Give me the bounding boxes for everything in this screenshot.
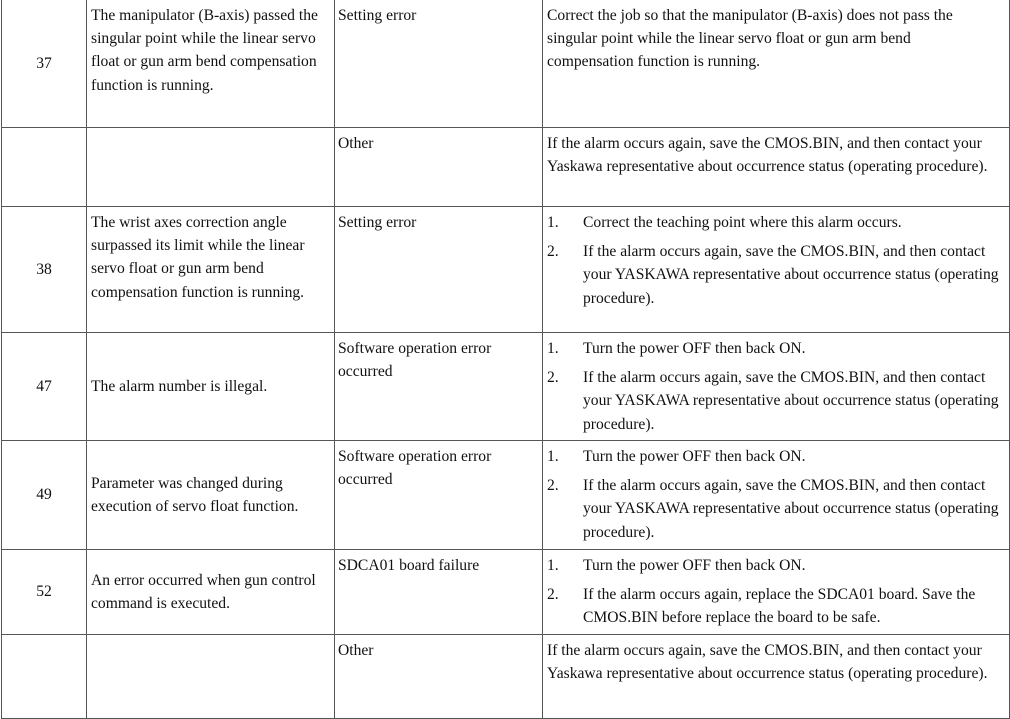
alarm-cause: Setting error [335, 0, 543, 128]
alarm-number: 47 [2, 333, 87, 441]
alarm-cause: Other [335, 128, 543, 207]
alarm-remedy [543, 634, 1010, 718]
alarm-meaning [87, 634, 335, 718]
alarm-number: 52 [2, 550, 87, 635]
step-text: Turn the power OFF then back ON. [583, 448, 806, 465]
alarm-remedy [543, 441, 1010, 550]
remedy-steps [547, 337, 1001, 436]
step-text: If the alarm occurs again, replace the SDCA01 board. Save the CMOS.BIN before replace the board to be safe. [583, 586, 976, 627]
remedy-text: If the alarm occurs again, save the CMOS.BIN, and then contact your Yaskawa representative about occurrence status (operating procedure). [547, 135, 988, 176]
remedy-step [547, 583, 1001, 629]
remedy-steps [547, 445, 1001, 544]
remedy-step [547, 211, 1001, 234]
step-number: 2. [547, 477, 559, 495]
alarm-remedy [543, 128, 1010, 207]
step-number: 2. [547, 369, 559, 387]
remedy-steps [547, 211, 1001, 310]
alarm-meaning: The wrist axes correction angle surpassed its limit while the linear servo float or gun arm bend compensation function is running. [87, 207, 335, 333]
table-row [2, 550, 1010, 635]
table-row [2, 207, 1010, 333]
remedy-text: If the alarm occurs again, save the CMOS.BIN, and then contact your Yaskawa representative about occurrence status (operating procedure). [547, 641, 988, 682]
step-text: If the alarm occurs again, save the CMOS.BIN, and then contact your YASKAWA representative about occurrence status (operating procedure). [583, 477, 999, 541]
table-row [2, 333, 1010, 441]
step-number: 1. [547, 214, 559, 231]
remedy-text: Correct the job so that the manipulator (B-axis) does not pass the singular point while the linear servo float or gun arm bend compensation function is running. [547, 7, 953, 71]
remedy-step [547, 366, 1001, 436]
step-number: 1. [547, 557, 559, 574]
step-number: 2. [547, 243, 559, 261]
step-text: Correct the teaching point where this alarm occurs. [583, 214, 902, 231]
alarm-number: 38 [2, 207, 87, 333]
alarm-remedy [543, 550, 1010, 635]
alarm-cause: SDCA01 board failure [335, 550, 543, 635]
alarm-number [2, 634, 87, 718]
alarm-cause: Software operation error occurred [335, 333, 543, 441]
alarm-number: 37 [2, 0, 87, 128]
alarm-number: 49 [2, 441, 87, 550]
step-number: 1. [547, 448, 559, 465]
alarm-cause: Software operation error occurred [335, 441, 543, 550]
alarm-remedy [543, 0, 1010, 128]
step-number: 1. [547, 340, 559, 357]
table-row [2, 0, 1010, 128]
alarm-number [2, 128, 87, 207]
remedy-steps [547, 554, 1001, 630]
alarm-meaning: The alarm number is illegal. [87, 333, 335, 441]
alarm-cause: Setting error [335, 207, 543, 333]
alarm-remedy-table [1, 0, 1010, 719]
table-row [2, 634, 1010, 718]
alarm-meaning: An error occurred when gun control command is executed. [87, 550, 335, 635]
alarm-cause: Other [335, 634, 543, 718]
remedy-step [547, 240, 1001, 310]
remedy-step [547, 474, 1001, 544]
remedy-step [547, 337, 1001, 360]
step-text: If the alarm occurs again, save the CMOS.BIN, and then contact your YASKAWA representative about occurrence status (operating procedure). [583, 243, 999, 307]
step-text: Turn the power OFF then back ON. [583, 557, 806, 574]
step-number: 2. [547, 586, 559, 604]
table-row [2, 128, 1010, 207]
table-row [2, 441, 1010, 550]
alarm-remedy [543, 207, 1010, 333]
alarm-meaning: Parameter was changed during execution of servo float function. [87, 441, 335, 550]
remedy-step [547, 445, 1001, 468]
remedy-step [547, 554, 1001, 577]
step-text: Turn the power OFF then back ON. [583, 340, 806, 357]
step-text: If the alarm occurs again, save the CMOS.BIN, and then contact your YASKAWA representative about occurrence status (operating procedure). [583, 369, 999, 433]
alarm-meaning: The manipulator (B-axis) passed the singular point while the linear servo float or gun arm bend compensation function is running. [87, 0, 335, 128]
alarm-remedy [543, 333, 1010, 441]
alarm-meaning [87, 128, 335, 207]
